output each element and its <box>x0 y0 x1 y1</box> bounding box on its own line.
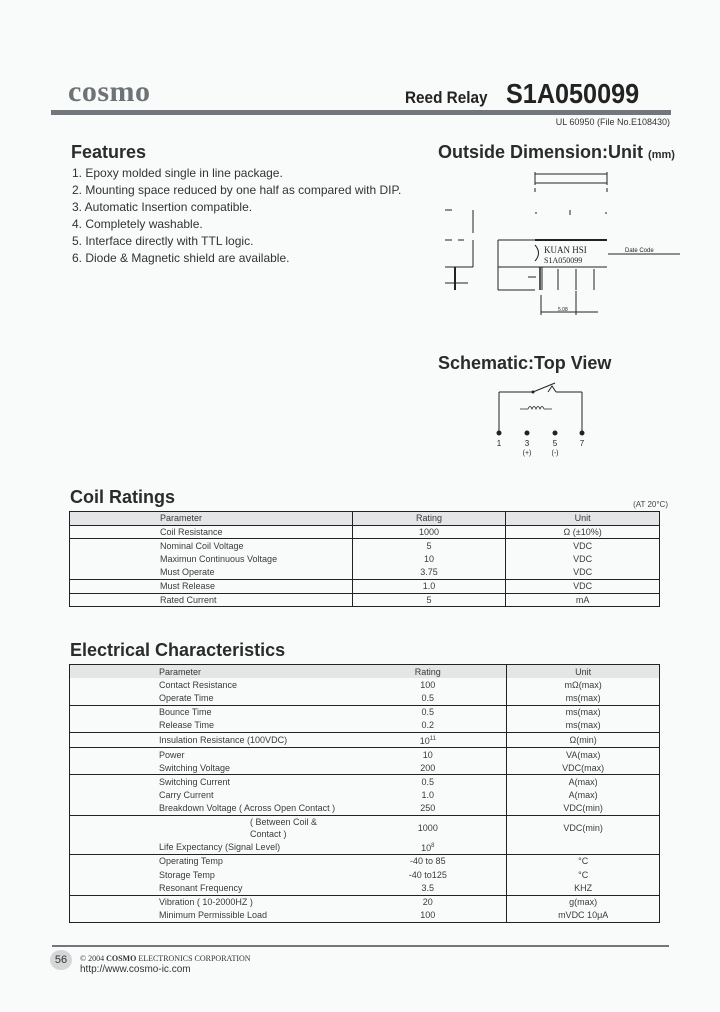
date-code-label: Date Code <box>625 248 654 254</box>
rating-base: 10 <box>421 842 432 853</box>
cell-unit: VDC(min) <box>507 802 660 816</box>
pitch-label: 5.08 <box>558 307 568 313</box>
cell-rating: 100 <box>420 679 436 690</box>
coil-ratings-title: Coil Ratings <box>70 487 176 507</box>
cosmo-logo: cosmo <box>68 75 151 108</box>
cell-unit: ms(max) <box>507 719 660 733</box>
table-row <box>70 788 660 802</box>
cell-rating <box>349 732 507 747</box>
feature-item: 5. Interface directly with TTL logic. <box>72 234 254 248</box>
cell-unit: VDC(max) <box>507 761 660 775</box>
cell-unit: Ω(min) <box>507 732 660 747</box>
cell-rating: 1000 <box>352 525 506 539</box>
pin-3-label: 3 <box>524 439 530 448</box>
cell-rating: 250 <box>420 803 436 814</box>
cell-unit: Ω (±10%) <box>506 525 660 539</box>
table-row <box>70 815 660 840</box>
cell-rating: 1.0 <box>352 579 506 593</box>
rating-exponent: 11 <box>429 735 436 742</box>
cell-rating: 200 <box>420 762 436 773</box>
cell-rating: 100 <box>420 910 436 921</box>
column-header-parameter: Parameter <box>70 512 353 526</box>
cell-unit: mVDC 10μA <box>507 909 660 923</box>
column-header-unit: Unit <box>506 512 660 526</box>
website-link[interactable]: http://www.cosmo-ic.com <box>80 964 191 975</box>
feature-item: 6. Diode & Magnetic shield are available. <box>72 251 290 265</box>
pin-7-dot <box>580 431 585 436</box>
table-row <box>70 539 660 553</box>
table-row <box>70 882 660 896</box>
column-header-parameter: Parameter <box>70 665 350 679</box>
cell-unit: mA <box>506 593 660 607</box>
table-row <box>70 719 660 733</box>
cell-parameter: Vibration ( 10-2000HZ ) <box>70 895 350 909</box>
feature-item: 1. Epoxy molded single in line package. <box>72 166 283 180</box>
feature-item: 3. Automatic Insertion compatible. <box>72 200 253 214</box>
schematic-title: Schematic:Top View <box>438 353 612 373</box>
cell-unit: mΩ(max) <box>507 678 660 692</box>
copyright <box>80 954 251 964</box>
cell-parameter: Switching Current <box>70 775 350 789</box>
feature-item: 2. Mounting space reduced by one half as compared with DIP. <box>72 183 402 197</box>
pin-3-polarity: (+) <box>522 450 532 457</box>
column-header-rating: Rating <box>349 665 507 679</box>
outside-dimension-title <box>438 142 675 165</box>
table-row <box>70 775 660 789</box>
marking-line2: S1A050099 <box>544 256 583 265</box>
cell-parameter: Operating Temp <box>70 854 350 868</box>
cell-parameter: Coil Resistance <box>70 525 353 539</box>
pin-5-dot <box>553 431 558 436</box>
cell-unit: A(max) <box>507 788 660 802</box>
cell-parameter: Nominal Coil Voltage <box>70 539 353 553</box>
temperature-note: (AT 20°C) <box>633 500 668 509</box>
table-row <box>70 761 660 775</box>
rating-base: 10 <box>419 735 430 746</box>
rating-exponent: 8 <box>431 842 435 849</box>
table-row <box>70 747 660 761</box>
cell-parameter: Minimum Permissible Load <box>159 910 268 921</box>
marking-line1: KUAN HSI <box>544 245 587 255</box>
cell-rating: 1000 <box>349 815 507 840</box>
cell-parameter: Rated Current <box>70 593 353 607</box>
cell-rating: 10 <box>352 552 506 566</box>
table-row <box>70 678 660 692</box>
document-type: Reed Relay <box>405 88 488 107</box>
ul-certification: UL 60950 (File No.E108430) <box>555 117 670 127</box>
cell-rating: 5 <box>352 593 506 607</box>
cell-unit: VA(max) <box>507 747 660 761</box>
cell-rating <box>349 840 507 855</box>
cell-rating: -40 to 85 <box>349 854 507 868</box>
cell-unit <box>507 840 660 855</box>
cell-rating: 3.75 <box>352 566 506 580</box>
cell-parameter: Bounce Time <box>70 705 350 719</box>
cell-unit: KHZ <box>507 882 660 896</box>
electrical-characteristics-title: Electrical Characteristics <box>70 640 286 660</box>
header-divider <box>51 110 671 115</box>
table-row <box>70 840 660 855</box>
feature-item: 4. Completely washable. <box>72 217 203 231</box>
table-row <box>70 854 660 868</box>
pin-3-dot <box>525 431 530 436</box>
cell-parameter: Resonant Frequency <box>159 883 243 894</box>
table-row <box>70 802 660 816</box>
table-row <box>70 909 660 923</box>
cell-parameter: ( Between Coil & Contact ) <box>70 815 350 840</box>
cell-parameter: Storage Temp <box>159 869 215 880</box>
cell-parameter: Must Operate <box>70 566 353 580</box>
cell-rating: 0.2 <box>421 720 435 731</box>
table-row <box>70 566 660 580</box>
outside-dimension-title-text: Outside Dimension:Unit <box>438 142 644 162</box>
cell-unit: VDC <box>506 552 660 566</box>
dimension-unit: (mm) <box>648 149 675 161</box>
cell-parameter: Power <box>70 747 350 761</box>
cell-unit: ms(max) <box>507 705 660 719</box>
copyright-brand: COSMO <box>106 954 137 963</box>
cell-rating: 20 <box>349 895 507 909</box>
table-row <box>70 705 660 719</box>
cell-parameter: Contact Resistance <box>159 679 238 690</box>
pin-7-label: 7 <box>579 439 585 448</box>
cell-rating: 0.5 <box>349 775 507 789</box>
cell-unit: ms(max) <box>507 692 660 706</box>
column-header-unit: Unit <box>507 665 660 679</box>
column-header-rating: Rating <box>352 512 506 526</box>
copyright-year: © 2004 <box>80 954 105 963</box>
pin-1-dot <box>497 431 502 436</box>
table-row <box>70 895 660 909</box>
cell-parameter: Breakdown Voltage ( Across Open Contact ) <box>159 803 336 814</box>
table-row <box>70 868 660 882</box>
cell-rating: 10 <box>349 747 507 761</box>
cell-rating: 3.5 <box>421 883 435 894</box>
cell-unit: °C <box>507 868 660 882</box>
cell-unit: VDC <box>506 579 660 593</box>
features-list <box>72 165 401 267</box>
table-row <box>70 692 660 706</box>
cell-parameter: Release Time <box>159 720 215 731</box>
cell-rating: 5 <box>352 539 506 553</box>
table-row <box>70 593 660 607</box>
cell-unit: g(max) <box>507 895 660 909</box>
cell-rating: -40 to125 <box>408 869 447 880</box>
electrical-characteristics-table <box>69 664 660 923</box>
page-number: 56 <box>50 950 72 970</box>
cell-parameter: Operate Time <box>159 693 214 704</box>
features-title: Features <box>71 142 147 162</box>
dimension-drawing <box>440 165 680 335</box>
pin-5-label: 5 <box>552 439 558 448</box>
cell-parameter: Switching Voltage <box>159 762 231 773</box>
cell-unit: A(max) <box>507 775 660 789</box>
cell-rating: 0.5 <box>421 693 435 704</box>
cell-unit: °C <box>507 854 660 868</box>
cell-parameter: Carry Current <box>159 790 214 801</box>
table-row <box>70 552 660 566</box>
cell-unit: VDC(min) <box>507 815 660 840</box>
table-header-row <box>70 665 660 679</box>
table-header-row <box>70 512 660 526</box>
table-row <box>70 732 660 747</box>
cell-parameter: Life Expectancy (Signal Level) <box>159 841 281 852</box>
cell-parameter: Maximun Continuous Voltage <box>70 552 353 566</box>
table-row <box>70 579 660 593</box>
cell-parameter: Insulation Resistance (100VDC) <box>70 732 350 747</box>
coil-ratings-table <box>69 511 660 607</box>
pin-5-polarity: (-) <box>551 450 559 457</box>
cell-unit: VDC <box>506 539 660 553</box>
part-number: S1A050099 <box>506 78 640 109</box>
cell-rating: 1.0 <box>421 790 435 801</box>
pin-1-label: 1 <box>496 439 502 448</box>
cell-parameter: Must Release <box>70 579 353 593</box>
cell-rating: 0.5 <box>349 705 507 719</box>
copyright-company: ELECTRONICS CORPORATION <box>138 954 251 963</box>
cell-unit: VDC <box>506 566 660 580</box>
table-row <box>70 525 660 539</box>
footer-divider <box>52 945 669 947</box>
schematic-diagram <box>480 380 630 460</box>
